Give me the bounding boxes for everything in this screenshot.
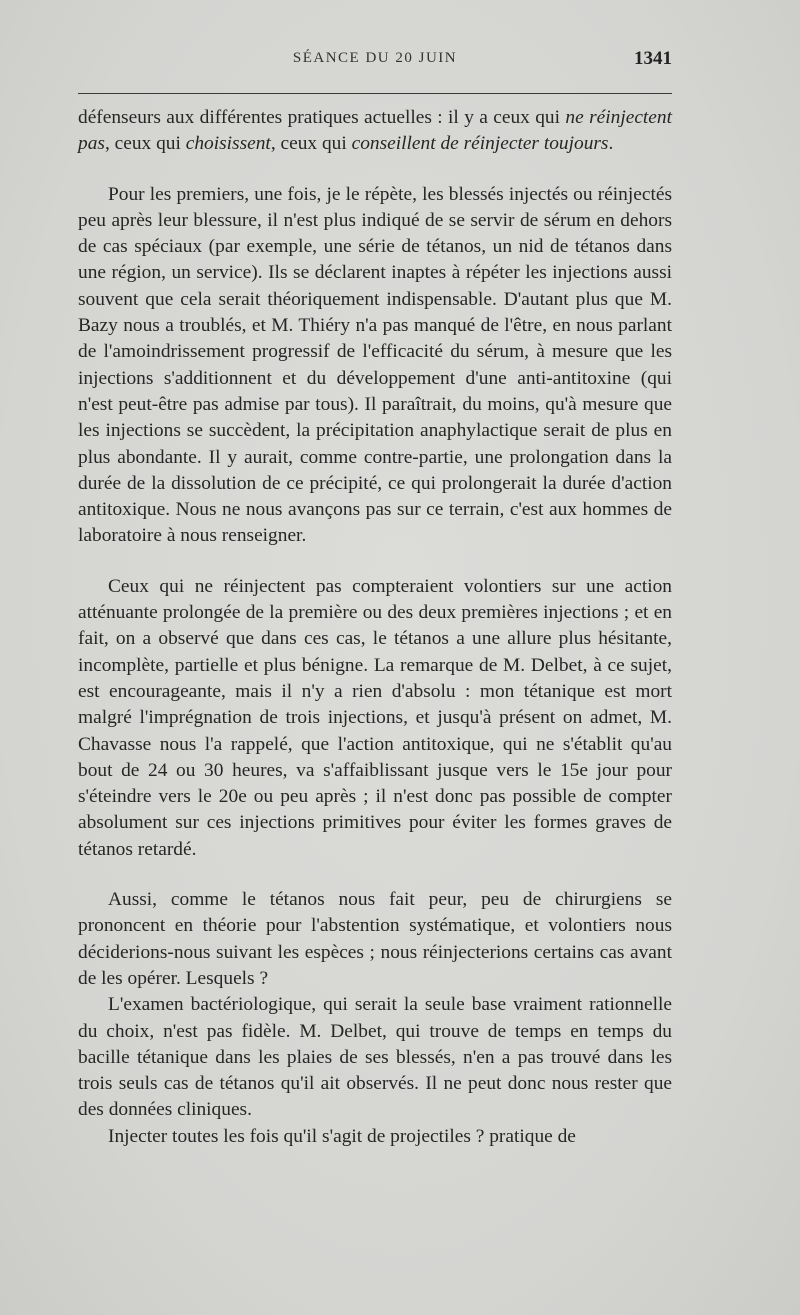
running-head: SÉANCE DU 20 JUIN: [292, 50, 458, 66]
page-header: [78, 50, 672, 80]
text-run: Pour les premiers, une fois, je le répète, les blessés injectés ou réinjectés peu après leur blessure, il n'est plus indiqué de se servir de sérum en dehors de cas spéciaux (par exemple, une série de tétanos, un nid de tétanos dans une région, un service). Ils se déclarent inaptes à répéter les injections aussi souvent que cela serait théoriquement indispensable. D'autant plus que M. Bazy nous a troublés, et M. Thiéry n'a pas manqué de l'être, en nous parlant de l'amoindrissement progressif de l'efficacité du sérum, à mesure que les injections s'additionnent et du développement d'une anti-antitoxine (qui n'est peut-être pas admise par tous). Il paraîtrait, du moins, qu'à mesure que les injections se succèdent, la précipitation anaphylactique serait de plus en plus abondante. Il y aurait, comme contre-partie, une prolongation dans la durée de la dissolution de ce précipité, ce qui prolongerait la durée d'action antitoxique. Nous ne nous avançons pas sur ce terrain, c'est aux hommes de laboratoire à nous renseigner.: [78, 183, 672, 547]
italic-run: ne réinjectent pas: [78, 107, 673, 155]
text-run: Aussi, comme le tétanos nous fait peur, peu de chirurgiens se prononcent en théorie pour l'abstention systématique, et volontiers nous déciderions-nous suivant les espèces ; nous réinjecterions certains cas avant de les opérer. Lesquels ?: [78, 889, 672, 989]
paragraph-2: [78, 182, 672, 550]
text-run: .: [608, 133, 614, 155]
text-run: , ceux qui: [104, 133, 186, 155]
text-run: Injecter toutes les fois qu'il s'agit de projectiles ? pratique de: [108, 1125, 576, 1147]
italic-run: conseillent de réinjecter toujours: [351, 133, 609, 155]
text-run: Ceux qui ne réinjectent pas compteraient volontiers sur une action atténuante prolongée de la première ou des deux premières injections ; et en fait, on a observé que dans ces cas, le tétanos a une allure plus hésitante, incomplète, partielle et plus bénigne. La remarque de M. Delbet, à ce sujet, est encourageante, mais il n'y a rien d'absolu : mon tétanique est mort malgré l'imprégnation de trois injections, et jusqu'à présent on admet, M. Chavasse nous l'a rappelé, que l'action antitoxique, qui ne s'établit qu'au bout de 24 ou 30 heures, va s'affaiblissant jusque vers le 15e jour pour s'éteindre vers le 20e ou peu après ; il n'est donc pas possible de compter absolument sur ces injections primitives pour éviter les formes graves de tétanos retardé.: [78, 575, 672, 860]
paragraph-4: [78, 887, 672, 992]
text-run: L'examen bactériologique, qui serait la seule base vraiment rationnelle du choix, n'est pas fidèle. M. Delbet, qui trouve de temps en temps du bacille tétanique dans les plaies de ses blessés, n'en a pas trouvé dans les trois seuls cas de tétanos qu'il ait observés. Il ne peut donc nous rester que des données cliniques.: [78, 994, 672, 1121]
text-run: défenseurs aux différentes pratiques actuelles : il y a ceux qui: [78, 107, 566, 128]
page-number: 1341: [634, 48, 672, 69]
paragraph-3: [78, 574, 672, 863]
paragraph-1: [78, 105, 672, 158]
italic-run: choisissent: [185, 133, 271, 155]
body-text: [78, 105, 672, 1150]
text-run: , ceux qui: [270, 133, 352, 155]
header-rule: [78, 93, 672, 94]
paragraph-6: [78, 1124, 672, 1150]
paragraph-5: [78, 992, 672, 1123]
